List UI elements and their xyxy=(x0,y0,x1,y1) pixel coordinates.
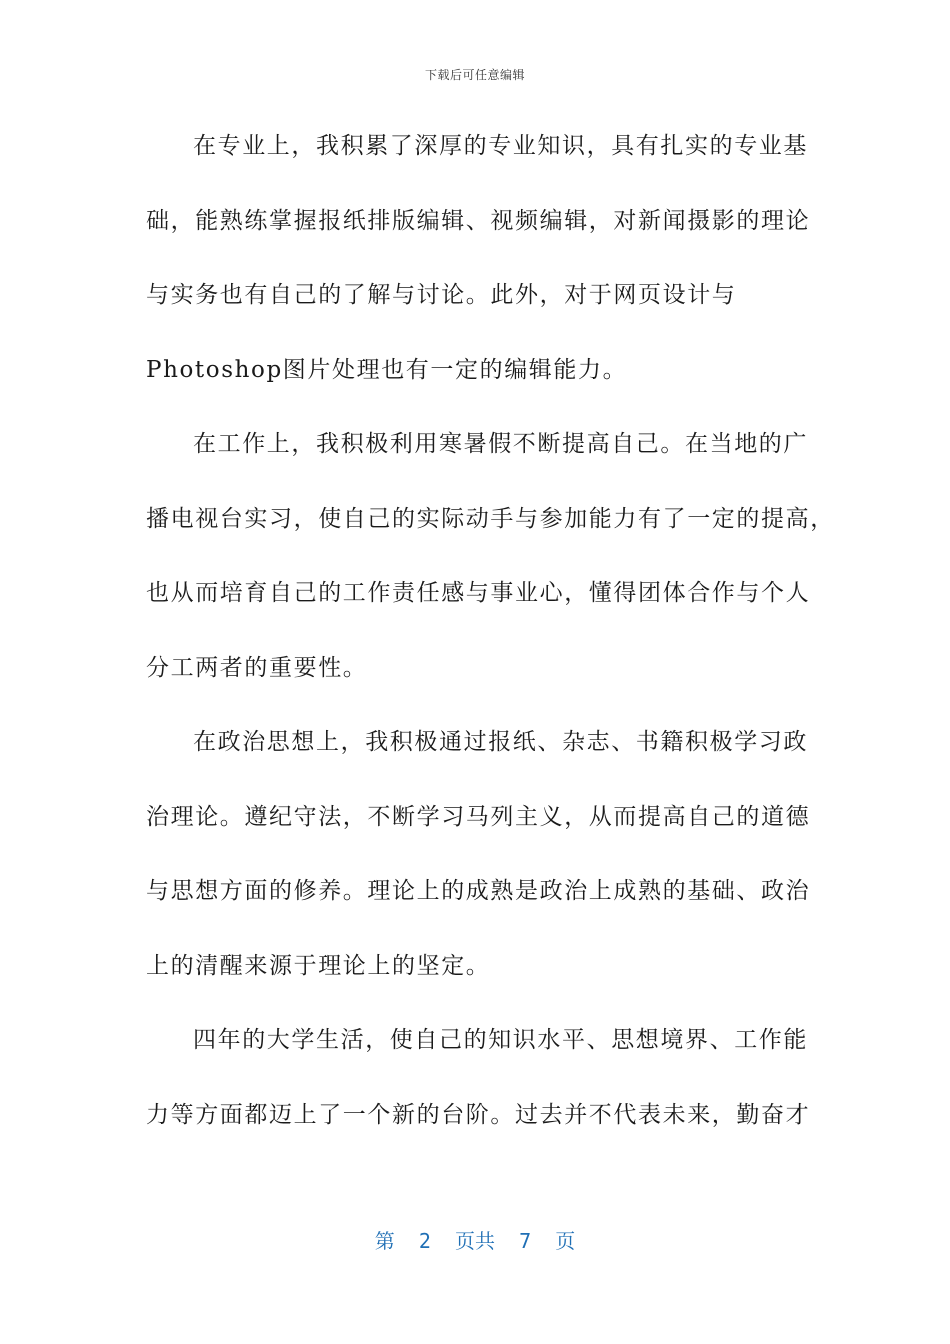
paragraph-line: 上的清醒来源于理论上的坚定。 xyxy=(146,952,491,979)
paragraph-line: 与思想方面的修养。理论上的成熟是政治上成熟的基础、政治 xyxy=(146,878,811,904)
document-body xyxy=(146,127,835,1170)
header-note: 下载后可任意编辑 xyxy=(424,68,525,82)
paragraph-line: 在工作上，我积极利用寒暑假不断提高自己。在当地的广 xyxy=(193,431,808,457)
paragraph-line: 在政治思想上，我积极通过报纸、杂志、书籍积极学习政 xyxy=(193,729,808,755)
paragraph-line: 治理论。遵纪守法，不断学习马列主义，从而提高自己的道德 xyxy=(146,803,811,830)
paragraph-line: 四年的大学生活，使自己的知识水平、思想境界、工作能 xyxy=(193,1027,808,1053)
paragraph-line: Photoshop图片处理也有一定的编辑能力。 xyxy=(146,356,628,383)
paragraph-line: 也从而培育自己的工作责任感与事业心，懂得团体合作与个人 xyxy=(146,580,811,606)
page-number-footer: 第 2 页共 7 页 xyxy=(374,1229,576,1253)
paragraph-line: 础，能熟练掌握报纸排版编辑、视频编辑，对新闻摄影的理论 xyxy=(146,207,811,234)
paragraph-line: 在专业上，我积累了深厚的专业知识，具有扎实的专业基 xyxy=(193,133,808,159)
paragraph-line: 播电视台实习，使自己的实际动手与参加能力有了一定的提高， xyxy=(146,505,835,532)
paragraph-line: 分工两者的重要性。 xyxy=(146,654,368,681)
paragraph-line: 力等方面都迈上了一个新的台阶。过去并不代表未来，勤奋才 xyxy=(146,1101,811,1128)
paragraph-line: 与实务也有自己的了解与讨论。此外，对于网页设计与 xyxy=(146,282,737,308)
